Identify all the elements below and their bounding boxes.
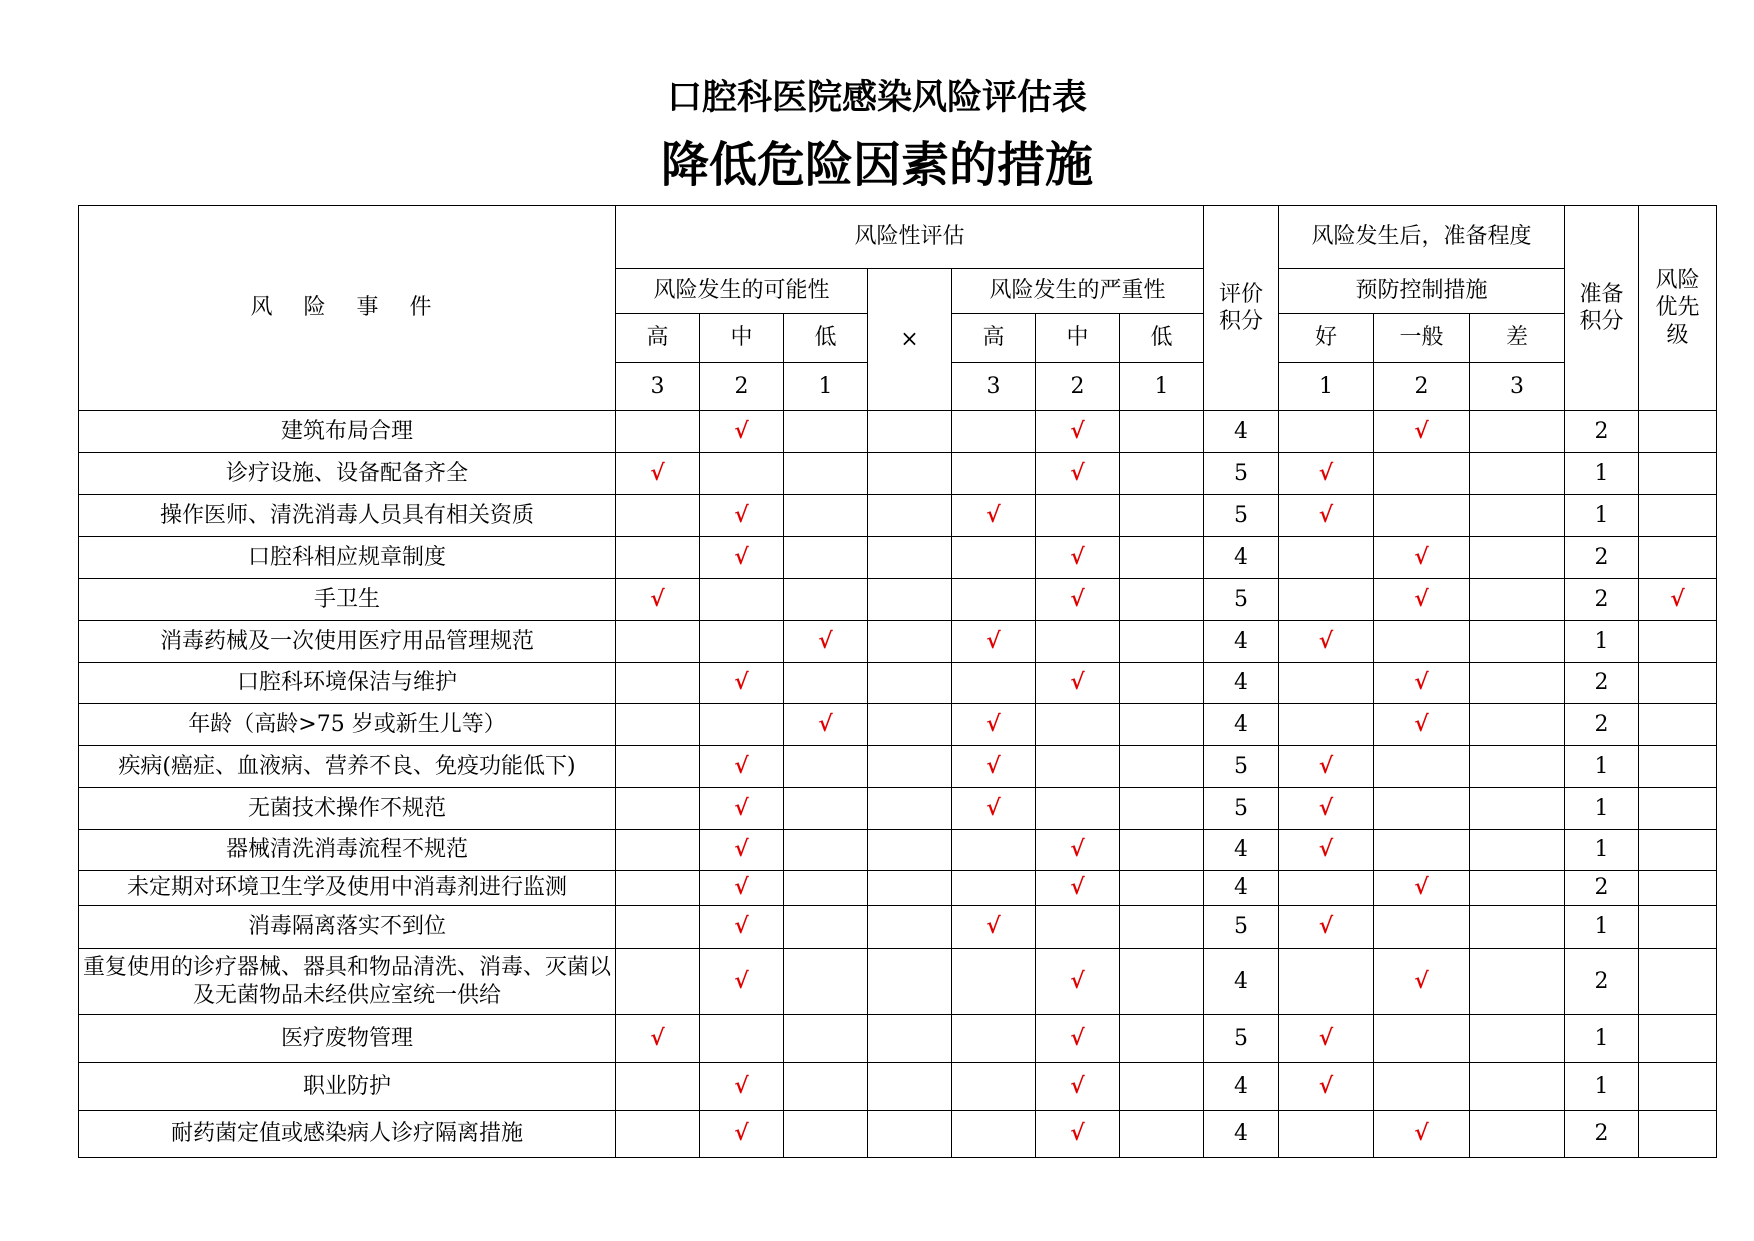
- weight-prevention-average: 2: [1374, 363, 1470, 411]
- evaluation-score-cell: 4: [1204, 871, 1279, 906]
- severity-cell: [1120, 411, 1204, 453]
- weight-likelihood-high: 3: [616, 363, 700, 411]
- likelihood-cell: [616, 411, 700, 453]
- severity-check-mark: √: [1036, 663, 1120, 704]
- header-severity-high: 高: [952, 314, 1036, 363]
- severity-cell: [1036, 704, 1120, 746]
- evaluation-score-cell: 4: [1204, 1063, 1279, 1111]
- risk-event-cell: 口腔科相应规章制度: [79, 537, 616, 579]
- severity-check-mark: √: [1036, 1063, 1120, 1111]
- prevention-cell: [1374, 1015, 1470, 1063]
- prevention-cell: [1374, 830, 1470, 871]
- severity-cell: [1036, 621, 1120, 663]
- risk-event-cell: 操作医师、清洗消毒人员具有相关资质: [79, 495, 616, 537]
- likelihood-cell: [616, 537, 700, 579]
- evaluation-score-cell: 4: [1204, 704, 1279, 746]
- multiply-cell: [868, 495, 952, 537]
- prevention-cell: [1374, 453, 1470, 495]
- prevention-cell: [1470, 871, 1565, 906]
- likelihood-check-mark: √: [700, 1063, 784, 1111]
- prevention-cell: [1470, 949, 1565, 1015]
- priority-cell: [1639, 746, 1717, 788]
- prevention-cell: [1279, 537, 1374, 579]
- multiply-cell: [868, 663, 952, 704]
- preparedness-score-cell: 2: [1565, 949, 1639, 1015]
- header-risk-evaluation: 风险性评估: [616, 206, 1204, 269]
- likelihood-check-mark: √: [700, 663, 784, 704]
- severity-check-mark: √: [952, 621, 1036, 663]
- risk-event-cell: 器械清洗消毒流程不规范: [79, 830, 616, 871]
- header-likelihood-low: 低: [784, 314, 868, 363]
- likelihood-check-mark: √: [700, 871, 784, 906]
- evaluation-score-cell: 5: [1204, 495, 1279, 537]
- evaluation-score-cell: 5: [1204, 906, 1279, 949]
- preparedness-score-cell: 1: [1565, 621, 1639, 663]
- evaluation-score-cell: 4: [1204, 411, 1279, 453]
- severity-cell: [1120, 1063, 1204, 1111]
- prevention-check-mark: √: [1279, 453, 1374, 495]
- table-row: [79, 1015, 1717, 1063]
- prevention-check-mark: √: [1279, 830, 1374, 871]
- likelihood-check-mark: √: [616, 579, 700, 621]
- risk-event-cell: 建筑布局合理: [79, 411, 616, 453]
- risk-event-cell: 职业防护: [79, 1063, 616, 1111]
- evaluation-score-cell: 4: [1204, 1111, 1279, 1158]
- evaluation-score-cell: 4: [1204, 621, 1279, 663]
- prevention-check-mark: √: [1279, 1063, 1374, 1111]
- preparedness-score-cell: 1: [1565, 1015, 1639, 1063]
- risk-event-cell: 年龄（高龄>75 岁或新生儿等）: [79, 704, 616, 746]
- table-row: [79, 1111, 1717, 1158]
- header-prevention-measures: 预防控制措施: [1279, 269, 1565, 314]
- likelihood-cell: [616, 495, 700, 537]
- weight-likelihood-low: 1: [784, 363, 868, 411]
- preparedness-score-cell: 1: [1565, 830, 1639, 871]
- preparedness-score-cell: 2: [1565, 871, 1639, 906]
- weight-severity-medium: 2: [1036, 363, 1120, 411]
- severity-check-mark: √: [1036, 871, 1120, 906]
- likelihood-cell: [784, 495, 868, 537]
- header-preparedness-after: 风险发生后，准备程度: [1279, 206, 1565, 269]
- table-row: [79, 621, 1717, 663]
- prevention-check-mark: √: [1279, 621, 1374, 663]
- table-row: [79, 906, 1717, 949]
- header-severity-low: 低: [1120, 314, 1204, 363]
- table-row: [79, 704, 1717, 746]
- evaluation-score-cell: 4: [1204, 949, 1279, 1015]
- likelihood-check-mark: √: [700, 949, 784, 1015]
- severity-cell: [952, 1111, 1036, 1158]
- prevention-check-mark: √: [1279, 788, 1374, 830]
- prevention-check-mark: √: [1374, 663, 1470, 704]
- table-row: [79, 1063, 1717, 1111]
- likelihood-cell: [700, 453, 784, 495]
- prevention-cell: [1470, 746, 1565, 788]
- multiply-cell: [868, 453, 952, 495]
- priority-check-mark: √: [1639, 579, 1717, 621]
- priority-cell: [1639, 906, 1717, 949]
- severity-cell: [952, 949, 1036, 1015]
- prevention-check-mark: √: [1279, 906, 1374, 949]
- preparedness-score-cell: 2: [1565, 579, 1639, 621]
- priority-cell: [1639, 949, 1717, 1015]
- likelihood-cell: [700, 579, 784, 621]
- severity-check-mark: √: [1036, 579, 1120, 621]
- prevention-cell: [1279, 579, 1374, 621]
- priority-cell: [1639, 537, 1717, 579]
- severity-cell: [952, 453, 1036, 495]
- header-likelihood-medium: 中: [700, 314, 784, 363]
- severity-cell: [1120, 579, 1204, 621]
- likelihood-check-mark: √: [616, 453, 700, 495]
- table-row: [79, 537, 1717, 579]
- severity-cell: [952, 830, 1036, 871]
- preparedness-score-cell: 2: [1565, 704, 1639, 746]
- multiply-cell: [868, 621, 952, 663]
- prevention-check-mark: √: [1374, 1111, 1470, 1158]
- header-evaluation-score: 评价积分: [1204, 206, 1279, 411]
- likelihood-check-mark: √: [616, 1015, 700, 1063]
- severity-cell: [1036, 906, 1120, 949]
- preparedness-score-cell: 1: [1565, 788, 1639, 830]
- table-row: [79, 453, 1717, 495]
- severity-check-mark: √: [1036, 411, 1120, 453]
- likelihood-cell: [616, 1111, 700, 1158]
- header-multiply: ×: [868, 269, 952, 411]
- multiply-cell: [868, 704, 952, 746]
- likelihood-cell: [784, 1063, 868, 1111]
- table-row: [79, 830, 1717, 871]
- evaluation-score-cell: 5: [1204, 579, 1279, 621]
- severity-cell: [1120, 871, 1204, 906]
- severity-cell: [952, 1063, 1036, 1111]
- prevention-cell: [1279, 1111, 1374, 1158]
- likelihood-cell: [616, 663, 700, 704]
- multiply-cell: [868, 871, 952, 906]
- likelihood-cell: [616, 746, 700, 788]
- severity-check-mark: √: [952, 788, 1036, 830]
- risk-event-cell: 耐药菌定值或感染病人诊疗隔离措施: [79, 1111, 616, 1158]
- severity-cell: [1036, 495, 1120, 537]
- multiply-cell: [868, 949, 952, 1015]
- prevention-cell: [1374, 788, 1470, 830]
- multiply-cell: [868, 1111, 952, 1158]
- preparedness-score-cell: 1: [1565, 495, 1639, 537]
- prevention-cell: [1470, 1111, 1565, 1158]
- likelihood-cell: [616, 621, 700, 663]
- multiply-cell: [868, 537, 952, 579]
- header-likelihood-high: 高: [616, 314, 700, 363]
- evaluation-score-cell: 5: [1204, 746, 1279, 788]
- table-row: [79, 788, 1717, 830]
- likelihood-cell: [616, 704, 700, 746]
- likelihood-cell: [616, 906, 700, 949]
- likelihood-cell: [784, 663, 868, 704]
- severity-cell: [1120, 453, 1204, 495]
- severity-check-mark: √: [1036, 949, 1120, 1015]
- priority-cell: [1639, 788, 1717, 830]
- multiply-cell: [868, 830, 952, 871]
- severity-cell: [1036, 746, 1120, 788]
- likelihood-check-mark: √: [700, 411, 784, 453]
- evaluation-score-cell: 5: [1204, 788, 1279, 830]
- weight-prevention-good: 1: [1279, 363, 1374, 411]
- table-row: [79, 949, 1717, 1015]
- header-risk-priority: 风险优先级: [1639, 206, 1717, 411]
- header-preparedness-score: 准备积分: [1565, 206, 1639, 411]
- prevention-cell: [1279, 411, 1374, 453]
- prevention-cell: [1470, 704, 1565, 746]
- likelihood-check-mark: √: [784, 621, 868, 663]
- prevention-cell: [1374, 495, 1470, 537]
- priority-cell: [1639, 830, 1717, 871]
- prevention-cell: [1470, 1063, 1565, 1111]
- priority-cell: [1639, 1111, 1717, 1158]
- likelihood-check-mark: √: [700, 788, 784, 830]
- prevention-check-mark: √: [1374, 579, 1470, 621]
- prevention-cell: [1470, 830, 1565, 871]
- likelihood-cell: [784, 1015, 868, 1063]
- prevention-cell: [1470, 453, 1565, 495]
- risk-event-cell: 重复使用的诊疗器械、器具和物品清洗、消毒、灭菌以及无菌物品未经供应室统一供给: [79, 949, 616, 1015]
- likelihood-check-mark: √: [700, 906, 784, 949]
- header-severity: 风险发生的严重性: [952, 269, 1204, 314]
- risk-event-cell: 诊疗设施、设备配备齐全: [79, 453, 616, 495]
- weight-severity-high: 3: [952, 363, 1036, 411]
- table-row: [79, 871, 1717, 906]
- likelihood-cell: [784, 411, 868, 453]
- weight-severity-low: 1: [1120, 363, 1204, 411]
- likelihood-cell: [616, 1063, 700, 1111]
- preparedness-score-cell: 1: [1565, 746, 1639, 788]
- table-row: [79, 663, 1717, 704]
- header-prevention-good: 好: [1279, 314, 1374, 363]
- evaluation-score-cell: 5: [1204, 453, 1279, 495]
- priority-cell: [1639, 704, 1717, 746]
- likelihood-check-mark: √: [700, 830, 784, 871]
- likelihood-cell: [784, 746, 868, 788]
- prevention-cell: [1279, 949, 1374, 1015]
- priority-cell: [1639, 1015, 1717, 1063]
- multiply-cell: [868, 906, 952, 949]
- weight-likelihood-medium: 2: [700, 363, 784, 411]
- prevention-check-mark: √: [1279, 746, 1374, 788]
- priority-cell: [1639, 495, 1717, 537]
- prevention-check-mark: √: [1279, 495, 1374, 537]
- risk-event-cell: 未定期对环境卫生学及使用中消毒剂进行监测: [79, 871, 616, 906]
- severity-check-mark: √: [952, 704, 1036, 746]
- evaluation-score-cell: 4: [1204, 663, 1279, 704]
- severity-cell: [952, 1015, 1036, 1063]
- form-subtitle: 降低危险因素的措施: [660, 137, 1093, 193]
- prevention-check-mark: √: [1374, 871, 1470, 906]
- likelihood-cell: [784, 453, 868, 495]
- header-severity-medium: 中: [1036, 314, 1120, 363]
- header-risk-event: 风 险 事 件: [79, 206, 616, 411]
- likelihood-cell: [784, 949, 868, 1015]
- likelihood-cell: [616, 830, 700, 871]
- risk-event-cell: 消毒药械及一次使用医疗用品管理规范: [79, 621, 616, 663]
- prevention-cell: [1470, 579, 1565, 621]
- evaluation-score-cell: 4: [1204, 537, 1279, 579]
- severity-cell: [1120, 1015, 1204, 1063]
- prevention-check-mark: √: [1279, 1015, 1374, 1063]
- likelihood-check-mark: √: [784, 704, 868, 746]
- table-row: [79, 579, 1717, 621]
- likelihood-cell: [784, 788, 868, 830]
- likelihood-cell: [784, 537, 868, 579]
- evaluation-score-cell: 4: [1204, 830, 1279, 871]
- risk-event-cell: 疾病(癌症、血液病、营养不良、免疫功能低下): [79, 746, 616, 788]
- prevention-cell: [1374, 746, 1470, 788]
- severity-cell: [1036, 788, 1120, 830]
- prevention-cell: [1470, 1015, 1565, 1063]
- multiply-cell: [868, 579, 952, 621]
- severity-cell: [1120, 495, 1204, 537]
- prevention-check-mark: √: [1374, 537, 1470, 579]
- risk-event-cell: 手卫生: [79, 579, 616, 621]
- likelihood-cell: [784, 1111, 868, 1158]
- severity-cell: [952, 663, 1036, 704]
- severity-cell: [1120, 1111, 1204, 1158]
- header-likelihood: 风险发生的可能性: [616, 269, 868, 314]
- severity-check-mark: √: [952, 746, 1036, 788]
- prevention-cell: [1279, 663, 1374, 704]
- header-prevention-poor: 差: [1470, 314, 1565, 363]
- priority-cell: [1639, 1063, 1717, 1111]
- severity-cell: [952, 537, 1036, 579]
- likelihood-cell: [616, 871, 700, 906]
- prevention-check-mark: √: [1374, 704, 1470, 746]
- likelihood-cell: [616, 788, 700, 830]
- table-row: [79, 411, 1717, 453]
- likelihood-cell: [784, 906, 868, 949]
- prevention-cell: [1470, 495, 1565, 537]
- preparedness-score-cell: 2: [1565, 663, 1639, 704]
- prevention-check-mark: √: [1374, 411, 1470, 453]
- severity-cell: [952, 871, 1036, 906]
- multiply-cell: [868, 1063, 952, 1111]
- severity-cell: [1120, 906, 1204, 949]
- table-row: [79, 746, 1717, 788]
- likelihood-cell: [784, 871, 868, 906]
- prevention-check-mark: √: [1374, 949, 1470, 1015]
- prevention-cell: [1470, 621, 1565, 663]
- risk-event-cell: 医疗废物管理: [79, 1015, 616, 1063]
- likelihood-cell: [700, 621, 784, 663]
- severity-check-mark: √: [952, 906, 1036, 949]
- severity-cell: [1120, 949, 1204, 1015]
- likelihood-check-mark: √: [700, 1111, 784, 1158]
- priority-cell: [1639, 411, 1717, 453]
- risk-event-cell: 无菌技术操作不规范: [79, 788, 616, 830]
- multiply-cell: [868, 411, 952, 453]
- preparedness-score-cell: 1: [1565, 906, 1639, 949]
- priority-cell: [1639, 621, 1717, 663]
- preparedness-score-cell: 2: [1565, 537, 1639, 579]
- severity-cell: [1120, 621, 1204, 663]
- severity-cell: [952, 579, 1036, 621]
- prevention-cell: [1470, 663, 1565, 704]
- priority-cell: [1639, 663, 1717, 704]
- weight-prevention-poor: 3: [1470, 363, 1565, 411]
- severity-check-mark: √: [952, 495, 1036, 537]
- prevention-cell: [1470, 906, 1565, 949]
- preparedness-score-cell: 2: [1565, 1111, 1639, 1158]
- severity-check-mark: √: [1036, 1015, 1120, 1063]
- table-row: [79, 495, 1717, 537]
- severity-cell: [1120, 663, 1204, 704]
- risk-event-cell: 口腔科环境保洁与维护: [79, 663, 616, 704]
- prevention-cell: [1279, 871, 1374, 906]
- evaluation-score-cell: 5: [1204, 1015, 1279, 1063]
- severity-check-mark: √: [1036, 1111, 1120, 1158]
- multiply-cell: [868, 788, 952, 830]
- prevention-cell: [1374, 621, 1470, 663]
- priority-cell: [1639, 871, 1717, 906]
- prevention-cell: [1470, 537, 1565, 579]
- header-prevention-average: 一般: [1374, 314, 1470, 363]
- severity-cell: [1120, 830, 1204, 871]
- form-title: 口腔科医院感染风险评估表: [666, 78, 1087, 118]
- severity-cell: [1120, 704, 1204, 746]
- likelihood-cell: [700, 704, 784, 746]
- preparedness-score-cell: 2: [1565, 411, 1639, 453]
- severity-cell: [1120, 537, 1204, 579]
- severity-cell: [1120, 746, 1204, 788]
- likelihood-cell: [784, 579, 868, 621]
- severity-cell: [1120, 788, 1204, 830]
- likelihood-cell: [616, 949, 700, 1015]
- likelihood-check-mark: √: [700, 537, 784, 579]
- likelihood-cell: [784, 830, 868, 871]
- severity-check-mark: √: [1036, 537, 1120, 579]
- risk-event-cell: 消毒隔离落实不到位: [79, 906, 616, 949]
- preparedness-score-cell: 1: [1565, 453, 1639, 495]
- severity-cell: [952, 411, 1036, 453]
- likelihood-check-mark: √: [700, 746, 784, 788]
- risk-assessment-table: [78, 205, 1717, 1158]
- prevention-cell: [1374, 1063, 1470, 1111]
- multiply-cell: [868, 1015, 952, 1063]
- prevention-cell: [1470, 788, 1565, 830]
- multiply-cell: [868, 746, 952, 788]
- likelihood-check-mark: √: [700, 495, 784, 537]
- likelihood-cell: [700, 1015, 784, 1063]
- severity-check-mark: √: [1036, 453, 1120, 495]
- priority-cell: [1639, 453, 1717, 495]
- prevention-cell: [1279, 704, 1374, 746]
- prevention-cell: [1470, 411, 1565, 453]
- preparedness-score-cell: 1: [1565, 1063, 1639, 1111]
- severity-check-mark: √: [1036, 830, 1120, 871]
- prevention-cell: [1374, 906, 1470, 949]
